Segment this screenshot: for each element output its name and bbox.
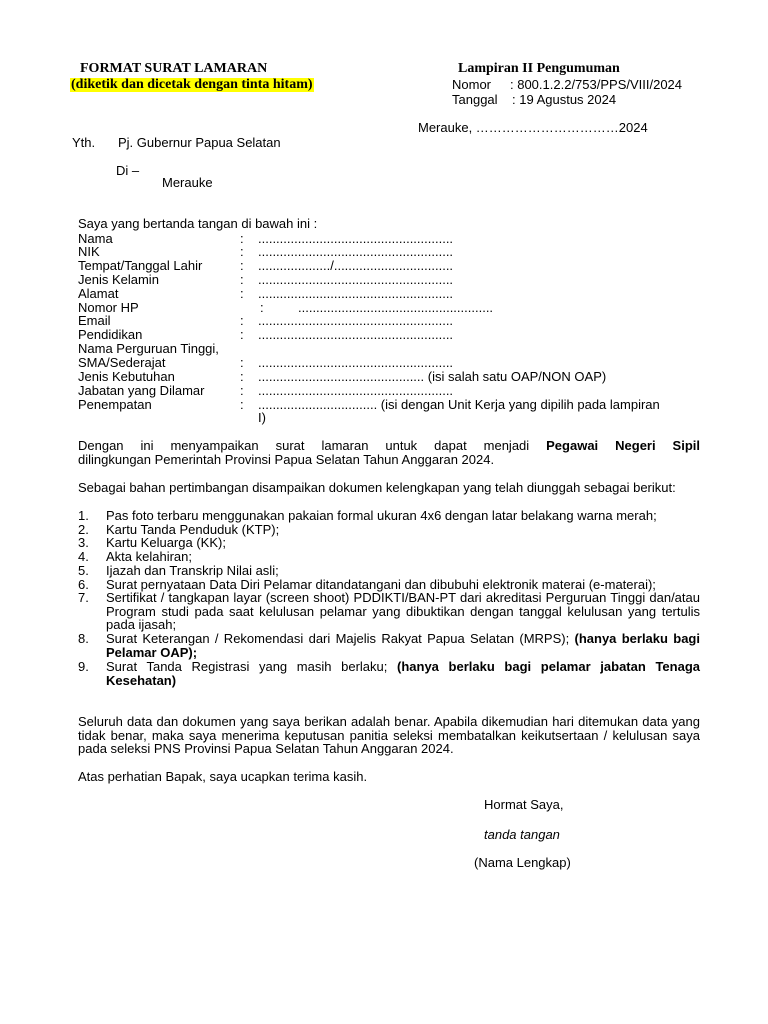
list-item-text: Akta kelahiran;: [106, 549, 192, 564]
field-label: Jenis Kelamin: [78, 272, 159, 287]
field-label: Penempatan: [78, 397, 152, 412]
field-value: ......................................................: [258, 286, 454, 301]
field-label: Alamat: [78, 286, 119, 301]
field-colon: :: [240, 244, 244, 259]
list-item-number: 7.: [78, 590, 89, 605]
list-item-number: 2.: [78, 522, 89, 537]
recipient-city: Merauke: [162, 175, 213, 190]
field-colon: :: [240, 231, 244, 246]
field-value: .............................................. (isi salah satu OAP/NON OAP): [258, 369, 607, 384]
field-value: ......................................................: [258, 231, 454, 246]
field-colon: :: [240, 355, 244, 370]
field-label: NIK: [78, 244, 100, 259]
paragraph-intent: [78, 439, 700, 466]
field-value: ......................................................: [258, 355, 454, 370]
list-item-text: Pas foto terbaru menggunakan pakaian formal ukuran 4x6 dengan latar belakang warna merah;: [106, 508, 657, 523]
tanggal-label: Tanggal: [452, 92, 498, 107]
list-item-number: 3.: [78, 535, 89, 550]
list-item-text: Ijazah dan Transkrip Nilai asli;: [106, 563, 279, 578]
list-item-text: Kartu Keluarga (KK);: [106, 535, 226, 550]
list-item-number: 5.: [78, 563, 89, 578]
list-item-body: Surat Keterangan / Rekomendasi dari Majelis Rakyat Papua Selatan (MRPS);: [106, 631, 575, 646]
intro-text: Saya yang bertanda tangan di bawah ini :: [78, 216, 318, 231]
list-item-number: 6.: [78, 577, 89, 592]
field-colon: :: [240, 286, 244, 301]
field-value: ......................................................: [258, 244, 454, 259]
list-item-text: [106, 660, 700, 687]
field-label: Email: [78, 313, 111, 328]
paragraph-intent-line2: dilingkungan Pemerintah Provinsi Papua Selatan Tahun Anggaran 2024.: [78, 451, 495, 467]
field-colon: :: [240, 383, 244, 398]
field-value: ......................................................: [258, 383, 454, 398]
recipient-yth: Yth.: [72, 135, 96, 150]
field-value: ................................. (isi dengan Unit Kerja yang dipilih pada lampiran: [258, 397, 660, 412]
field-value: ......................................................: [258, 272, 454, 287]
nomor-value: : 800.1.2.2/753/PPS/VIII/2024: [510, 77, 683, 92]
field-label: Nama: [78, 231, 113, 246]
paragraph-declaration: Seluruh data dan dokumen yang saya berikan adalah benar. Apabila dikemudian hari ditemukan data yang tidak benar, maka saya menerima keputusan panitia seleksi membatalkan keikutsertaan / kelulusan saya pada seleksi PNS Provinsi Papua Selatan Tahun Anggaran 2024.: [78, 714, 700, 757]
list-item-bold-note: (hanya berlaku bagi pelamar jabatan Tenaga Kesehatan): [106, 659, 700, 688]
list-item-text: Kartu Tanda Penduduk (KTP);: [106, 522, 280, 537]
list-item-number: 1.: [78, 508, 89, 523]
paragraph-documents-intro: Sebagai bahan pertimbangan disampaikan dokumen kelengkapan yang telah diunggah sebagai berikut:: [78, 480, 676, 495]
field-colon: :: [240, 327, 244, 342]
place-date: Merauke, ……………………………2024: [418, 120, 648, 135]
field-value: ..................../.................................: [258, 258, 454, 273]
signature-name: (Nama Lengkap): [474, 855, 571, 870]
nomor-label: Nomor: [452, 77, 492, 92]
signature-placeholder: tanda tangan: [484, 827, 560, 842]
format-title: FORMAT SURAT LAMARAN: [80, 61, 268, 76]
list-item-text: [106, 632, 700, 659]
field-colon: :: [240, 397, 244, 412]
field-colon: :: [240, 313, 244, 328]
list-item-number: 8.: [78, 631, 89, 646]
field-colon: :: [240, 272, 244, 287]
list-item-text: Sertifikat / tangkapan layar (screen shoot) PDDIKTI/BAN-PT dari akreditasi Perguruan Tinggi dan/atau Program studi pada saat kelulusan pelamar yang dibuktikan dengan tanggal kelulusan yang tertulis pada ijasah;: [106, 590, 700, 633]
list-item-bold-note: (hanya berlaku bagi Pelamar OAP);: [106, 631, 700, 660]
recipient-di: Di –: [116, 163, 140, 178]
field-colon: :: [240, 258, 244, 273]
list-item-number: 9.: [78, 659, 89, 674]
list-item-text: Surat pernyataan Data Diri Pelamar ditandatangani dan dibubuhi elektronik materai (e-materai);: [106, 577, 656, 592]
lampiran-title: Lampiran II Pengumuman: [458, 61, 620, 76]
field-colon: :: [240, 369, 244, 384]
field-label: Jabatan yang Dilamar: [78, 383, 205, 398]
field-label: Nama Perguruan Tinggi,: [78, 341, 219, 356]
closing-text: Atas perhatian Bapak, saya ucapkan terima kasih.: [78, 769, 368, 784]
field-label: Nomor HP: [78, 300, 139, 315]
signature-greeting: Hormat Saya,: [484, 797, 564, 812]
list-item-body: Surat Tanda Registrasi yang masih berlaku;: [106, 659, 398, 674]
field-colon: :: [260, 300, 264, 315]
field-value: ......................................................: [298, 300, 494, 315]
field-value: ......................................................: [258, 313, 454, 328]
tanggal-value: : 19 Agustus 2024: [512, 92, 617, 107]
field-label: Tempat/Tanggal Lahir: [78, 258, 203, 273]
paragraph-intent-text: Dengan ini menyampaikan surat lamaran untuk dapat menjadi: [78, 438, 547, 453]
field-value: ......................................................: [258, 327, 454, 342]
field-label: Jenis Kebutuhan: [78, 369, 175, 384]
field-label: Pendidikan: [78, 327, 143, 342]
recipient-name: Pj. Gubernur Papua Selatan: [118, 135, 281, 150]
field-value: I): [258, 410, 266, 425]
paragraph-intent-bold: Pegawai Negeri Sipil: [546, 438, 700, 453]
format-note: (diketik dan dicetak dengan tinta hitam): [71, 77, 313, 92]
list-item-number: 4.: [78, 549, 89, 564]
field-label: SMA/Sederajat: [78, 355, 166, 370]
